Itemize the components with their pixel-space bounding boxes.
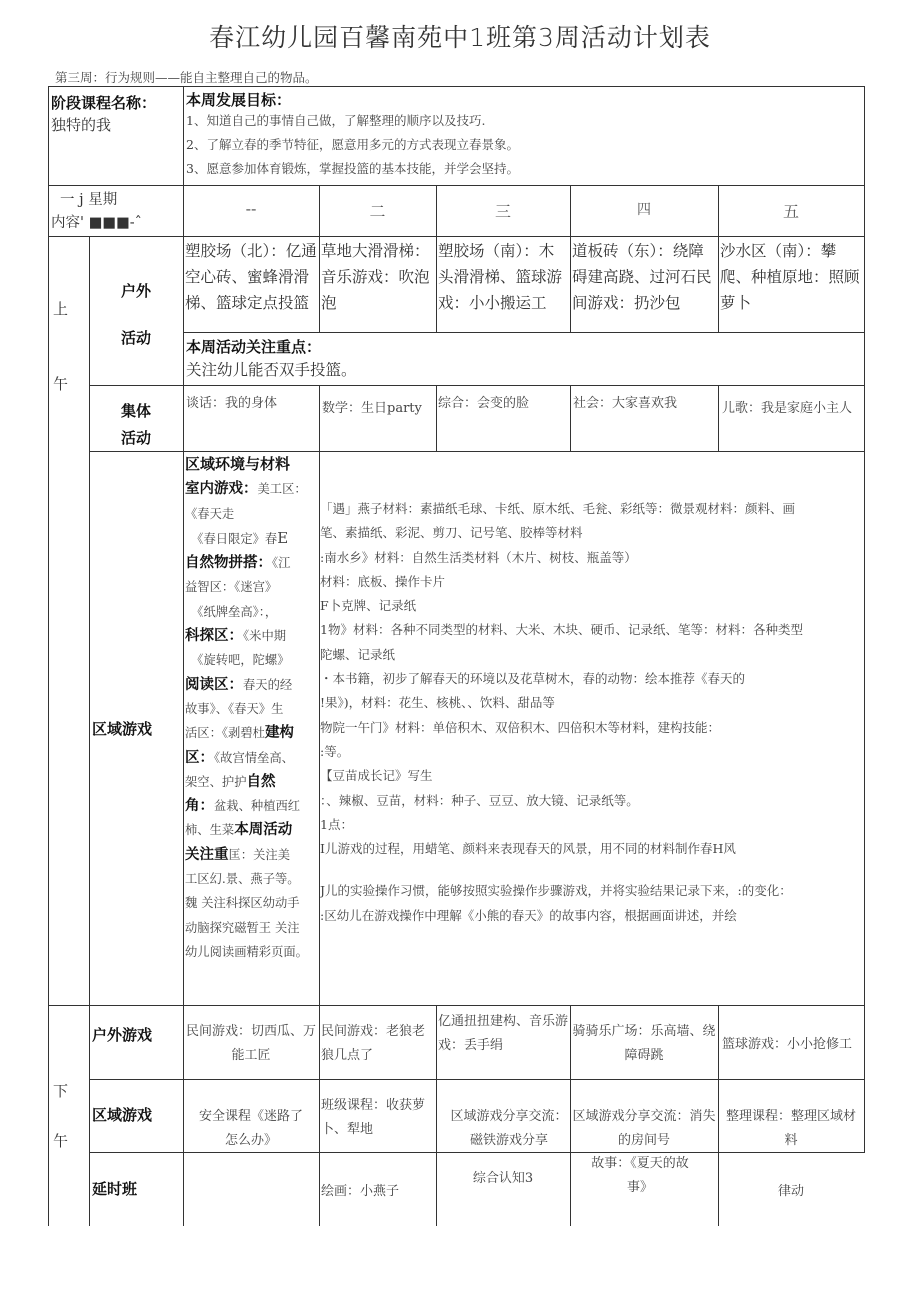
area-line	[185, 794, 319, 818]
group-day-4: 社会：大家喜欢我	[573, 396, 678, 411]
area-line-bold: 关注重	[185, 846, 229, 863]
area-details-list	[320, 497, 863, 928]
area-line-text: 《春天走	[185, 506, 235, 521]
area-line-bold: 区：	[185, 749, 214, 766]
afternoon-area-day-4: 区域游戏分享交流：消失的房间号	[572, 1109, 716, 1148]
area-line	[185, 721, 319, 745]
day-2: 二	[369, 202, 386, 221]
area-line	[185, 551, 319, 575]
area-line-text: 益智区：《迷宫》	[185, 580, 278, 595]
area-line-text: 匡：关注美	[228, 847, 290, 862]
area-line	[185, 624, 319, 648]
area-detail-line: 1物》材料：各种不同类型的材料、大米、木块、硬币、记录纸、笔等：材料：各种类型	[320, 622, 803, 638]
day-1: --	[245, 199, 257, 218]
area-line-text: 美工区：	[257, 482, 307, 497]
goal-item: 3、愿意参加体育锻炼，掌握投篮的基本技能，并学会坚持。	[186, 161, 519, 176]
extended-day-5: 律动	[777, 1184, 804, 1199]
course-label: 阶段课程名称：	[51, 94, 157, 112]
area-line	[185, 916, 319, 940]
area-line	[185, 477, 319, 501]
area-line-bold: 室内游戏：	[185, 481, 258, 498]
area-line-bold: 本周活动	[234, 822, 293, 839]
area-line	[185, 697, 319, 721]
group-day-5: 儿歌：我是家庭小主人	[722, 401, 853, 416]
area-line	[185, 746, 319, 770]
group-day-3: 综合：会变的脸	[438, 396, 530, 411]
area-line	[185, 648, 319, 672]
area-line-text: 春天的经	[243, 677, 293, 692]
morning-label-bottom: 午	[53, 375, 69, 393]
afternoon-outdoor-day-4: 骑骑乐广场：乐高墙、绕障碍跳	[572, 1024, 716, 1063]
outdoor-activity-label-1: 户外	[120, 282, 151, 300]
group-day-1: 谈话：我的身体	[186, 396, 278, 411]
area-detail-line: 材料：底板、操作卡片	[320, 573, 446, 589]
afternoon-area-day-1: 安全课程《迷路了怎么办》	[198, 1109, 303, 1148]
area-detail-line: 「遇」燕子材料：素描纸毛球、卡纸、原木纸、毛瓮、彩纸等：微景观材料：颜料、画	[320, 501, 796, 516]
afternoon-outdoor-day-2: 民间游戏：老狼老狼几点了	[321, 1024, 426, 1063]
area-games-label: 区域游戏	[92, 720, 153, 738]
area-materials-list	[185, 452, 319, 964]
area-line-bold: 科探区：	[185, 628, 243, 645]
area-detail-line: 1点：	[320, 816, 353, 832]
outdoor-day-3: 塑胶场（南）：木头滑滑梯、篮球游戏：小小搬运工	[438, 242, 563, 312]
area-detail-line: 物院一午门》材料：单倍积木、双倍积木、四倍积木等材料，建构技能：	[320, 719, 721, 735]
extended-day-3: 综合认知3	[472, 1171, 534, 1186]
area-detail-line: !果》)，材料：花生、核桃、、饮料、甜品等	[320, 695, 555, 711]
area-line-text: 动脑探究磁暂王 关注	[185, 920, 300, 935]
area-line	[185, 452, 319, 477]
area-line-text: 《江	[272, 556, 291, 571]
focus-text: 关注幼儿能否双手投篮。	[186, 361, 357, 379]
corner-content: 内容' ■■■-ˆ	[51, 215, 142, 231]
area-line	[185, 673, 319, 697]
area-detail-line: I儿游戏的过程，用蜡笔、颜料来表现春天的风景，用不同的材料制作春H风	[320, 841, 736, 857]
area-line-text: 魏 关注科探区幼动手	[185, 896, 300, 911]
area-line	[185, 600, 319, 624]
goals-list	[186, 109, 856, 181]
afternoon-outdoor-day-1: 民间游戏：切西瓜、万能工匠	[185, 1024, 316, 1063]
area-line	[185, 843, 319, 867]
area-line-text: 工区幻.景、燕子等。	[185, 872, 300, 887]
area-line	[185, 940, 319, 964]
afternoon-outdoor-day-5: 篮球游戏：小小抢修工	[722, 1037, 853, 1052]
area-detail-line: :等。	[320, 743, 350, 759]
area-line-bold: 角：	[185, 798, 214, 815]
corner-weekday: 一 j 星期	[60, 192, 118, 208]
morning-label-top: 上	[53, 300, 69, 318]
area-line-text: 《米中期	[243, 629, 287, 644]
extended-day-4: 故事：《夏天的故事》	[591, 1156, 689, 1195]
area-line	[185, 526, 319, 551]
area-line	[185, 575, 319, 599]
area-line-text: 故事》、《春天》生	[185, 701, 284, 716]
area-detail-line: 【豆苗成长记》写生	[320, 768, 433, 784]
outdoor-day-5: 沙水区（南）：攀爬、种植原地：照顾萝卜	[720, 242, 860, 312]
area-line	[185, 891, 319, 915]
day-3: 三	[494, 202, 511, 221]
area-detail-line: 笔、素描纸、彩泥、剪刀、记号笔、胶棒等材料	[320, 525, 583, 541]
area-line-text: 《纸牌垒高》：，	[185, 604, 278, 619]
afternoon-label-bottom: 午	[53, 1132, 69, 1150]
area-line-bold: 自然	[246, 773, 276, 790]
afternoon-outdoor-label: 户外游戏	[92, 1026, 153, 1044]
focus-label: 本周活动关注重点：	[186, 338, 322, 356]
area-detail-line: :区幼儿在游戏操作中理解《小熊的春天》的故事内容，根据画面讲述，并绘	[320, 907, 737, 923]
area-line	[185, 770, 319, 794]
area-line-bold: 区域环境与材料	[185, 455, 291, 473]
area-line-bold: E	[277, 528, 289, 547]
afternoon-area-day-5: 整理课程：整理区域材料	[725, 1109, 856, 1148]
area-line-text: 《故宫情垒高、	[214, 750, 294, 765]
page-title: 春江幼儿园百馨南苑中1班第3周活动计划表	[209, 23, 711, 52]
area-detail-line: 陀螺、记录纸	[320, 646, 396, 662]
afternoon-area-day-2: 班级课程：收获萝卜、犁地	[321, 1098, 426, 1137]
outdoor-day-1: 塑胶场（北）：亿通空心砖、蜜蜂滑滑梯、篮球定点投篮	[185, 242, 317, 312]
area-line-text: 《春日限定》春	[185, 531, 278, 546]
goal-item: 2、了解立春的季节特征，愿意用多元的方式表现立春景象。	[186, 137, 519, 152]
area-detail-line: :南水乡》材料：自然生活类材料（木片、树枝、瓶盖等）	[320, 549, 637, 565]
afternoon-outdoor-day-3: 亿通扭扭建构、音乐游戏：丢手绢	[438, 1014, 569, 1053]
extended-day-2: 绘画：小燕子	[321, 1184, 400, 1199]
area-detail-line: ：、辣椒、豆苗，材料：种子、豆豆、放大镜、记录纸等。	[320, 792, 639, 808]
area-line-text: 幼儿阅读画精彩页面。	[185, 944, 308, 959]
area-line	[185, 502, 319, 526]
area-line-text: 活区：《剥碧杜	[185, 726, 265, 741]
goal-item: 1、知道自己的事情自己做，了解整理的顺序以及技巧.	[186, 113, 486, 128]
area-detail-line: ・本书籍，初步了解春天的环境以及花草树木，春的动物：绘本推荐《春天的	[320, 671, 746, 687]
outdoor-day-4: 道板砖（东）：绕障碍建高跷、过河石民间游戏：扔沙包	[572, 242, 712, 312]
outdoor-activity-label-2: 活动	[120, 329, 151, 347]
afternoon-area-day-3: 区域游戏分享交流：磁铁游戏分享	[450, 1109, 568, 1148]
outdoor-day-2: 草地大滑滑梯：音乐游戏：吹泡泡	[321, 242, 430, 312]
goals-label: 本周发展目标：	[186, 91, 292, 109]
area-detail-line: F卜克牌、记录纸	[320, 598, 417, 614]
day-5: 五	[782, 202, 799, 221]
area-line-bold: 建构	[264, 725, 294, 742]
extended-class-label: 延时班	[92, 1180, 138, 1198]
afternoon-label-top: 下	[53, 1082, 69, 1100]
area-line	[185, 867, 319, 891]
area-line-text: 架空、护护	[185, 774, 247, 789]
group-activity-label-1: 集体	[120, 402, 151, 420]
group-activity-label-2: 活动	[120, 429, 151, 447]
day-4: 四	[637, 202, 651, 218]
page-subtitle: 第三周：行为规则——能自主整理自己的物品。	[55, 70, 318, 85]
course-value: 独特的我	[51, 116, 112, 134]
area-line-text: 《旋转吧，陀螺》	[185, 653, 290, 668]
area-line-text: 柿、生菜	[185, 823, 235, 838]
group-day-2: 数学：生日party	[322, 401, 422, 416]
area-line-text: 盆栽、种植西红	[214, 799, 301, 814]
area-detail-line: J儿的实验操作习惯，能够按照实验操作步骤游戏，并将实验结果记录下来，:的变化：	[320, 883, 792, 899]
area-line-bold: 阅读区：	[185, 676, 243, 693]
area-line-bold: 自然物拼搭：	[185, 555, 272, 572]
area-line	[185, 818, 319, 842]
afternoon-area-label: 区域游戏	[92, 1106, 153, 1124]
